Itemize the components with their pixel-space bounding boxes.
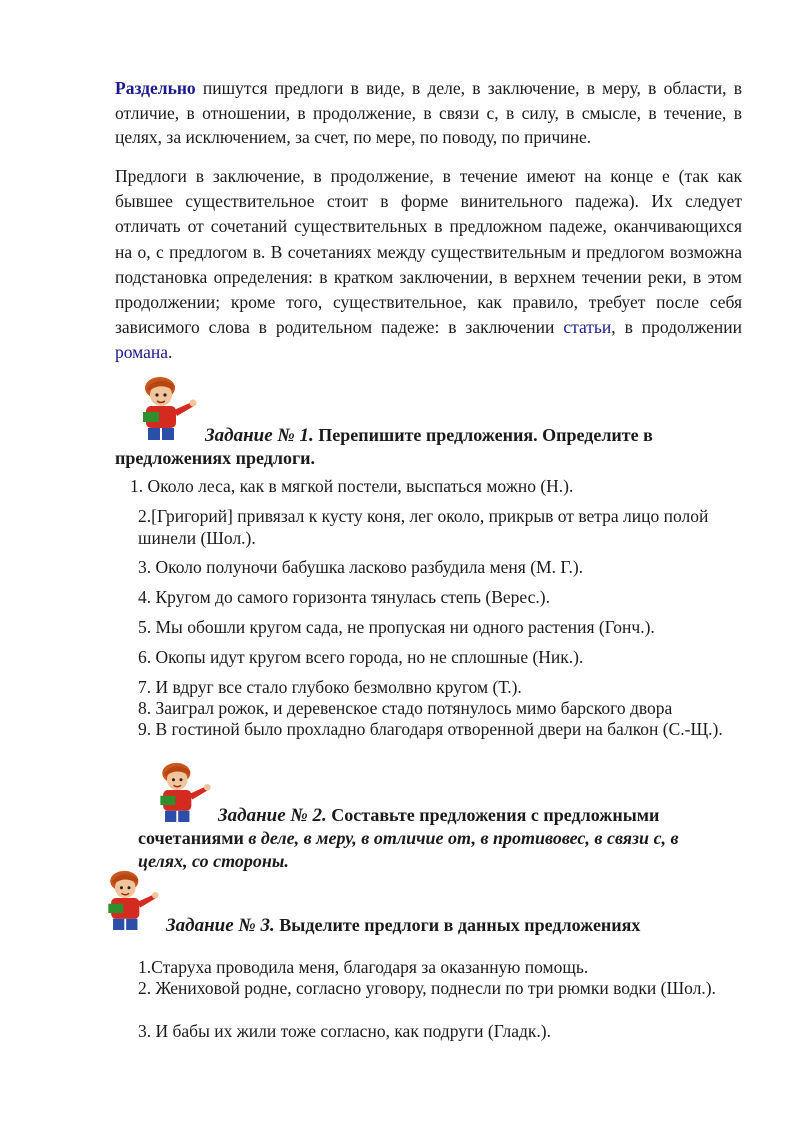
list-item: 7. И вдруг все стало глубоко безмолвно кругом (Т.). — [138, 677, 522, 697]
intro-paragraph-2-mid: , в продолжении — [611, 317, 742, 338]
task-3-instruction: Выделите предлоги в данных предложениях — [274, 915, 641, 935]
intro-paragraph-1 — [115, 76, 742, 150]
list-item: 3. Около полуночи бабушка ласково разбудила меня (М. Г.). — [138, 557, 584, 577]
intro-paragraph-1-text: пишутся предлоги в виде, в деле, в заключение, в меру, в области, в отличие, в отношении, в продолжение, в связи с, в силу, в смысле, в течение, в целях, за исключением, за счет, по мере, по поводу, по причине. — [115, 78, 742, 147]
task-1-heading — [115, 424, 735, 470]
list-item: 5. Мы обошли кругом сада, не пропуская ни одного растения (Гонч.). — [138, 617, 655, 637]
list-item: 6. Окопы идут кругом всего города, но не сплошные (Ник.). — [138, 647, 584, 667]
list-item: 3. И бабы их жили тоже согласно, как подруги (Гладк.). — [138, 1021, 552, 1041]
link-stati[interactable]: статьи — [563, 317, 612, 338]
intro-paragraph-2-end: . — [168, 342, 173, 363]
task-2-heading — [138, 804, 728, 873]
intro-paragraph-2 — [115, 164, 742, 366]
list-item: 1.Старуха проводила меня, благодаря за оказанную помощь. — [138, 957, 589, 977]
task-1-instruction: Перепишите предложения. Определите в предложениях предлоги. — [115, 425, 653, 468]
list-item: 4. Кругом до самого горизонта тянулась степь (Верес.). — [138, 587, 550, 607]
list-item: 9. В гостиной было прохладно благодаря отворенной двери на балкон (С.-Щ.). — [138, 719, 723, 739]
task-3-heading — [166, 914, 746, 937]
task-2-phrases: в деле, в меру, в отличие от, в противовес, в связи с, в целях, со стороны. — [138, 828, 679, 871]
task-2-title: Задание № 2. — [218, 805, 327, 826]
list-item: 1. Около леса, как в мягкой постели, выспаться можно (Н.). — [130, 476, 574, 496]
list-item: 2. Жениховой родне, согласно уговору, поднесли по три рюмки водки (Шол.). — [138, 978, 716, 998]
list-item: 2.[Григорий] привязал к кусту коня, лег около, прикрыв от ветра лицо полой шинели (Шол.). — [138, 506, 709, 548]
task-2-instruction: Составьте предложения с предложными сочетаниями — [138, 805, 660, 848]
link-romana[interactable]: романа — [115, 342, 169, 363]
boy-pointing-icon — [98, 868, 160, 930]
list-item: 8. Заиграл рожок, и деревенское стадо потянулось мимо барского двора — [138, 698, 673, 718]
task-3-title: Задание № 3. — [166, 915, 275, 936]
lead-word: Раздельно — [115, 78, 196, 98]
task-1-title: Задание № 1. — [205, 425, 314, 446]
intro-paragraph-2-text: Предлоги в заключение, в продолжение, в течение имеют на конце е (так как бывшее существительное стоит в форме винительного падежа). Их следует отличать от сочетаний существительных в предложном падеже, оканчивающихся на о, с предлогом в. В сочетаниях между существительным и предлогом возможна подстановка определения: в кратком заключении, в верхнем течении реки, в этом продолжении; кроме того, существительное, как правило, требует после себя зависимого слова в родительном падеже: в заключении — [115, 166, 742, 338]
